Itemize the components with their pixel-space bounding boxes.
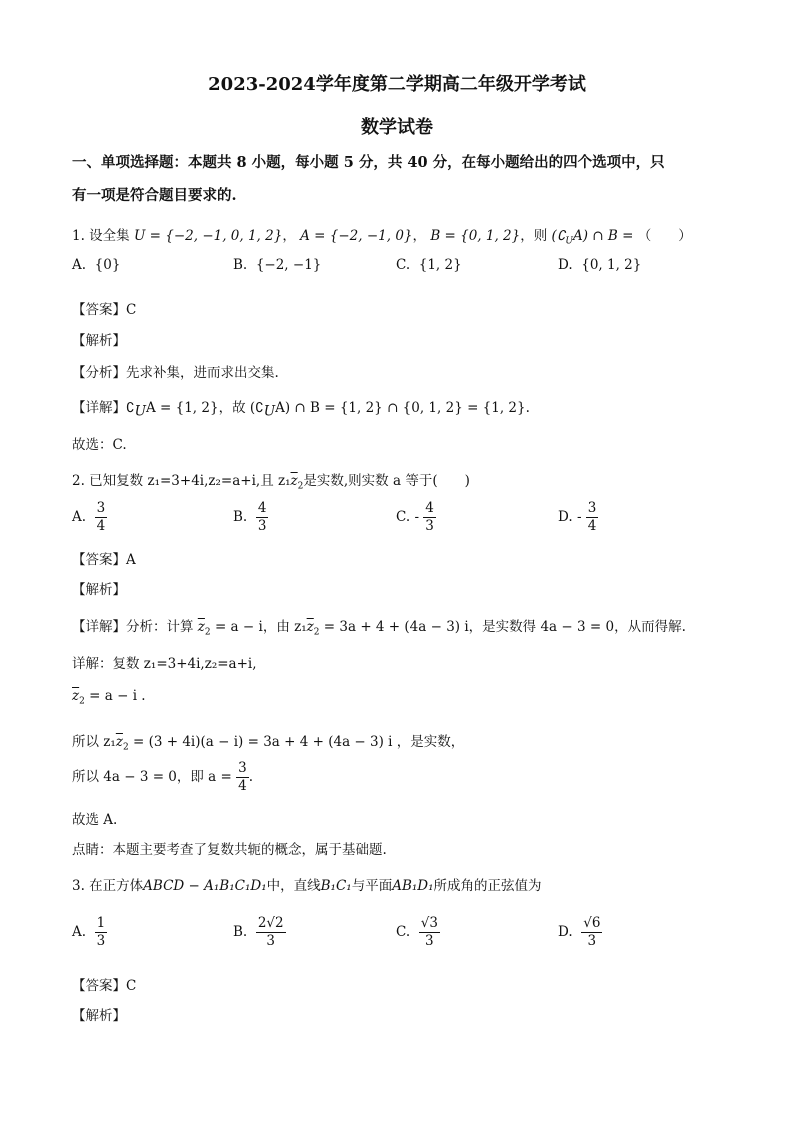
section-heading-line1: 一、单项选择题：本题共 8 小题，每小题 5 分，共 40 分，在每小题给出的四个选项中，只 <box>72 154 665 171</box>
q1-set-b: B = {0, 1, 2} <box>430 228 521 244</box>
q2-detail4: 所以 $z_1\overline{z}_2 = (3 + 4i)(a - i) = 3a + 4 + (4a - 3)$ i ，是实数， <box>72 734 465 753</box>
q1-detail: 【详解】$∁_UA = \{1$, 2}，故 $(∁_UA)$ ∩ B = {1, 2} ∩ {0, 1, 2} = {1, 2}. <box>72 400 530 420</box>
q3-option-c: C. $\frac{√3}{3}$ <box>396 915 438 949</box>
q2-detail1: 【详解】分析：计算 $\overline{z}_2 = a - i$，由 $z_1\overline{z}_2 = 3a + 4 + (4a - 3)$ i，是实数得 4a − 3 = 0，从而得解. <box>72 619 686 638</box>
q1-option-d: D. {0, 1, 2} <box>558 257 642 273</box>
page-subtitle: 数学试卷 <box>361 117 433 138</box>
q1-option-a: A. {0} <box>72 257 121 273</box>
q2-analysis-label: 【解析】 <box>72 582 126 598</box>
q3-analysis-label: 【解析】 <box>72 1008 126 1024</box>
q2-option-b: B. $\frac{4}{3}$ <box>233 500 267 534</box>
q2-detail3: $\overline{z}_2 = a - i$ . <box>72 688 146 707</box>
q1-set-u: U = {−2, −1, 0, 1, 2} <box>133 228 283 244</box>
q2-choice: 故选 A. <box>72 812 118 828</box>
q2-detail5: 所以 4a − 3 = 0，即 a = $\frac{3}{4}$ . <box>72 760 254 794</box>
q1-answer-paren: （ ） <box>637 228 692 244</box>
q1-fenxi: 【分析】先求补集，进而求出交集. <box>72 365 279 381</box>
q2-answer: 【答案】A <box>72 552 136 568</box>
q1-set-a: A = {−2, −1, 0} <box>300 228 413 244</box>
q2-stem: 2. 已知复数 z₁=3+4i,z₂=a+i,且 $z_1\overline{z}_2$是实数,则实数 a 等于( ) <box>72 473 470 492</box>
q1-stem-then: ，则 <box>520 228 548 244</box>
q3-option-b: B. $\frac{2√2}{3}$ <box>233 915 284 949</box>
q1-option-c: C. {1, 2} <box>396 257 462 273</box>
q1-stem: 1. 设全集 U = {−2, −1, 0, 1, 2}， A = {−2, −1, 0}， B = {0, 1, 2}，则 $(∁_UA)$ ∩ B = （ ） <box>72 228 692 247</box>
q1-answer: 【答案】C <box>72 302 137 318</box>
q3-option-d: D. $\frac{√6}{3}$ <box>558 915 601 949</box>
q1-analysis-label: 【解析】 <box>72 333 126 349</box>
section-heading-line2: 有一项是符合题目要求的. <box>72 187 237 204</box>
q2-detail2: 详解：复数 z₁=3+4i,z₂=a+i, <box>72 656 257 672</box>
q2-option-c: C. - $\frac{4}{3}$ <box>396 500 434 534</box>
q3-stem: 3. 在正方体ABCD − A₁B₁C₁D₁中，直线B₁C₁与平面AB₁D₁所成角的正弦值为 <box>72 878 542 894</box>
q3-answer: 【答案】C <box>72 978 137 994</box>
q2-option-d: D. - $\frac{3}{4}$ <box>558 500 597 534</box>
q2-option-a: A. $\frac{3}{4}$ <box>72 500 106 534</box>
q2-comment: 点睛：本题主要考查了复数共轭的概念，属于基础题. <box>72 842 387 858</box>
q1-expression: $(∁_UA)$ ∩ B = <box>551 228 634 247</box>
q1-stem-text: 1. 设全集 <box>72 228 130 244</box>
q1-option-b: B. {−2, −1} <box>233 257 322 273</box>
q3-option-a: A. $\frac{1}{3}$ <box>72 915 106 949</box>
page-title: 2023-2024学年度第二学期高二年级开学考试 <box>208 74 586 95</box>
q1-choice: 故选：C. <box>72 437 127 453</box>
